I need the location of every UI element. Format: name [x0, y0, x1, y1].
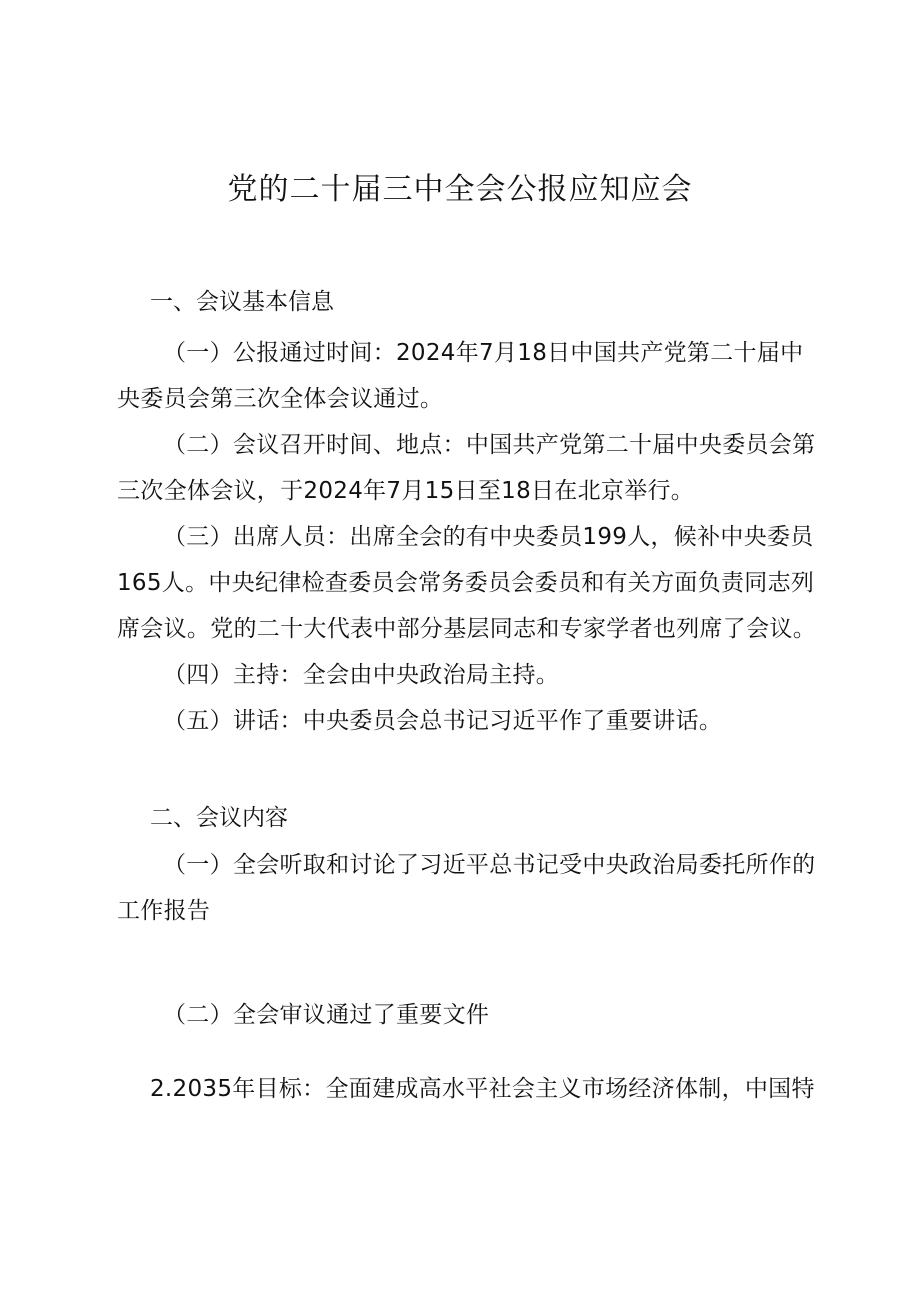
paragraph-item: （四）主持：全会由中央政治局主持。 — [163, 662, 560, 688]
paragraph-item: （一）公报通过时间：2024年7月18日中国共产党第二十届中央委员会第三次全体会议通过。 — [117, 340, 804, 412]
paragraph-item: （二）全会审议通过了重要文件 — [163, 1002, 490, 1028]
paragraph-item: （三）出席人员：出席全会的有中央委员199人，候补中央委员165人。中央纪律检查委员会常务委员会委员和有关方面负责同志列席会议。党的二十大代表中部分基层同志和专家学者也列席了会议。 — [117, 524, 816, 642]
section-heading-basic-info: 一、会议基本信息 — [150, 289, 334, 315]
paragraph-item: （一）全会听取和讨论了习近平总书记受中央政治局委托所作的工作报告 — [117, 852, 816, 924]
document-title: 党的二十届三中全会公报应知应会 — [227, 172, 693, 207]
paragraph-item: （二）会议召开时间、地点：中国共产党第二十届中央委员会第三次全体会议，于2024年7月15日至18日在北京举行。 — [117, 432, 816, 504]
paragraph-note: 2.2035年目标：全面建成高水平社会主义市场经济体制，中国特 — [150, 1076, 815, 1102]
paragraph-item: （五）讲话：中央委员会总书记习近平作了重要讲话。 — [163, 708, 723, 734]
section-heading-content: 二、会议内容 — [150, 805, 288, 831]
